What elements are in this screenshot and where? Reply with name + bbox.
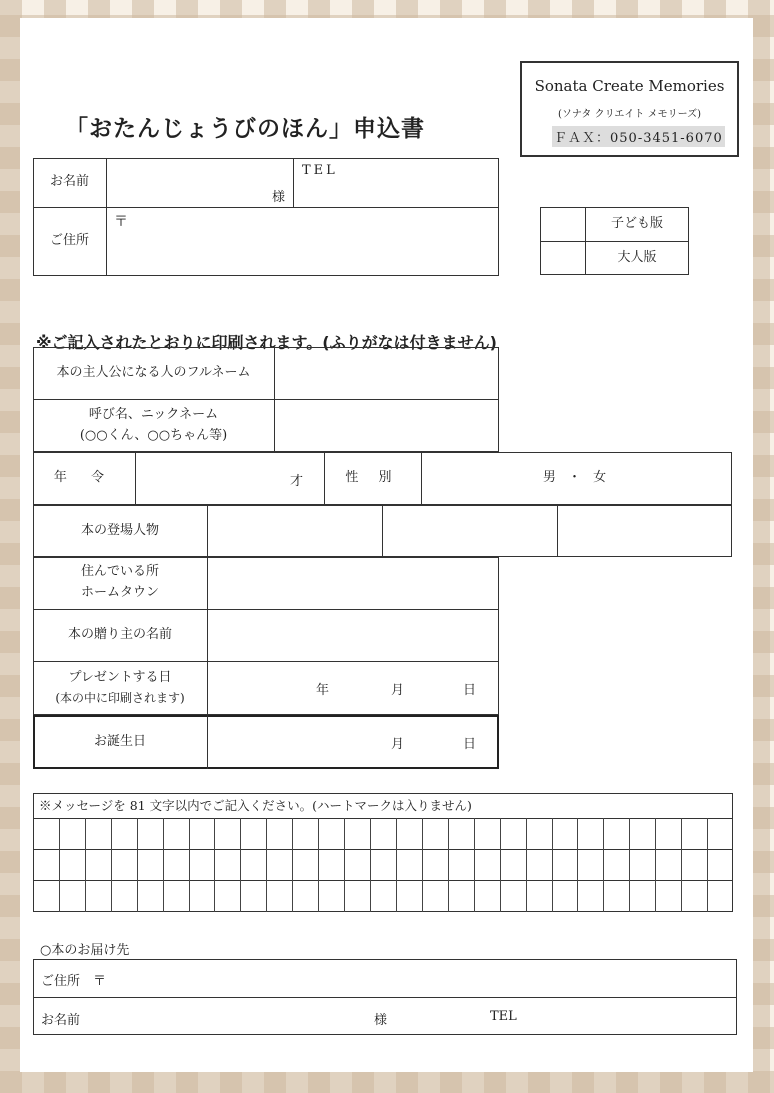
company-name: Sonata Create Memories — [534, 77, 725, 95]
giver-input[interactable] — [209, 611, 497, 659]
message-grid-divider — [500, 818, 501, 912]
message-grid-divider — [681, 818, 682, 912]
hometown-label-line1: 住んでいる所 — [80, 564, 159, 580]
edition-child-label: 子ども版 — [610, 215, 663, 231]
present-date-label-line1: プレゼントする日 — [68, 670, 172, 685]
message-grid-divider — [448, 818, 449, 912]
birthday-label: お誕生日 — [93, 733, 146, 749]
message-grid-divider — [318, 818, 319, 912]
present-day-unit: 日 — [463, 683, 477, 698]
hometown-label-line2: ホームタウン — [80, 585, 159, 600]
age-label: 年 令 — [53, 470, 115, 486]
gender-label: 性 別 — [345, 470, 400, 486]
message-grid-divider — [629, 818, 630, 912]
birthday-month-unit: 月 — [391, 737, 405, 752]
hometown-label — [33, 557, 207, 609]
message-grid-divider — [137, 818, 138, 912]
delivery-honorific-sama: 様 — [374, 1013, 388, 1028]
message-grid-divider — [370, 818, 371, 912]
company-fax: ＦＡＸ：050-3451-6070 — [552, 126, 725, 147]
message-grid-divider — [707, 818, 708, 912]
message-instruction: ※メッセージを 81 文字以内でご記入ください。(ハートマークは入りません) — [39, 798, 472, 813]
message-grid-divider — [603, 818, 604, 912]
company-kana: (ソナタ クリエイト メモリーズ) — [558, 109, 701, 120]
message-grid-divider — [474, 818, 475, 912]
print-note: ※ご記入されたとおりに印刷されます。(ふりがなは付きません) — [36, 333, 497, 352]
edition-adult-label: 大人版 — [617, 249, 657, 265]
message-grid-divider — [240, 818, 241, 912]
message-grid-divider — [655, 818, 656, 912]
character-input-2[interactable] — [384, 507, 555, 555]
applicant-address-label: ご住所 — [49, 233, 89, 249]
edition-adult-checkbox[interactable] — [542, 243, 583, 273]
message-grid-divider — [189, 818, 190, 912]
delivery-address-label[interactable]: ご住所 〒 — [41, 974, 107, 989]
message-grid-divider — [577, 818, 578, 912]
character-input-3[interactable] — [559, 507, 730, 555]
message-grid-divider — [344, 818, 345, 912]
company-box — [520, 61, 739, 157]
message-grid-divider — [422, 818, 423, 912]
giver-label: 本の贈り主の名前 — [67, 626, 172, 642]
present-month-unit: 月 — [391, 683, 405, 698]
message-grid-divider — [111, 818, 112, 912]
gender-options[interactable]: 男 ・ 女 — [542, 470, 611, 486]
delivery-heading: ○本のお届け先 — [40, 943, 130, 958]
nickname-label-line2: (○○くん、○○ちゃん等) — [79, 427, 228, 443]
message-grid-divider — [163, 818, 164, 912]
message-grid-divider — [526, 818, 527, 912]
delivery-name-label[interactable]: お名前 — [41, 1013, 81, 1028]
message-grid-divider — [292, 818, 293, 912]
character-input-1[interactable] — [209, 507, 380, 555]
nickname-input[interactable] — [276, 401, 497, 450]
age-unit: 才 — [290, 474, 304, 489]
fullname-input[interactable] — [276, 349, 497, 397]
present-year-unit: 年 — [316, 683, 330, 698]
message-grid-divider — [396, 818, 397, 912]
applicant-tel-label[interactable]: TEL — [302, 163, 338, 178]
present-date-label — [33, 661, 207, 715]
message-grid-divider — [552, 818, 553, 912]
nickname-label-line1: 呼び名、ニックネーム — [88, 406, 219, 422]
edition-child-checkbox[interactable] — [542, 209, 583, 239]
fullname-label: 本の主人公になる人のフルネーム — [56, 364, 251, 380]
postal-mark-1[interactable]: 〒 — [114, 214, 128, 230]
honorific-sama: 様 — [272, 190, 286, 205]
message-grid-divider — [85, 818, 86, 912]
applicant-name-input[interactable] — [108, 160, 291, 205]
nickname-label — [33, 399, 274, 452]
applicant-name-label: お名前 — [49, 174, 89, 190]
form-sheet — [20, 18, 753, 1072]
form-title: 「おたんじょうびのほん」申込書 — [65, 116, 425, 142]
message-grid-divider — [59, 818, 60, 912]
hometown-input[interactable] — [209, 559, 497, 607]
birthday-day-unit: 日 — [463, 737, 477, 752]
message-grid-divider — [214, 818, 215, 912]
message-grid-divider — [266, 818, 267, 912]
delivery-tel-label[interactable]: TEL — [490, 1009, 517, 1024]
characters-label: 本の登場人物 — [80, 522, 159, 538]
present-date-label-line2: (本の中に印刷されます) — [55, 690, 185, 705]
